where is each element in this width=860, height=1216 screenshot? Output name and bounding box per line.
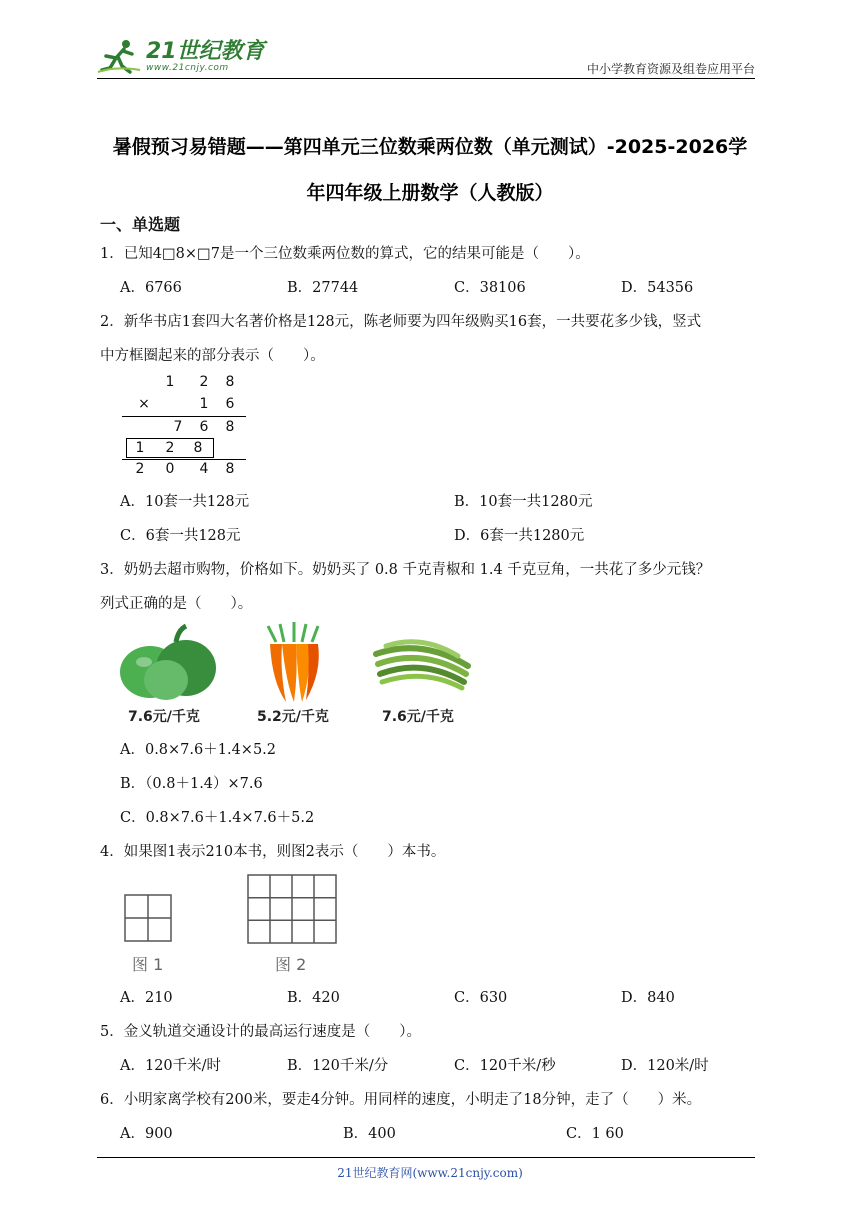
figure-1-label: 图 1 (132, 955, 164, 974)
calc-digit: 8 (225, 461, 235, 477)
question-3-stem-line1: 3．奶奶去超市购物，价格如下。奶奶买了 0.8 千克青椒和 1.4 千克豆角，一共花了多少元钱？ (100, 562, 711, 578)
page-title-line2: 年四年级上册数学（人教版） (306, 182, 554, 204)
price-beans: 7.6元/千克 (382, 709, 454, 725)
q1-option-d[interactable]: D．54356 (621, 280, 694, 296)
q2-option-d[interactable]: D．6套一共1280元 (454, 528, 585, 544)
q2-option-c[interactable]: C．6套一共128元 (120, 528, 241, 544)
question-1-stem: 1．已知4□8×□7是一个三位数乘两位数的算式，它的结果可能是（ ）。 (100, 246, 590, 262)
q5-option-c[interactable]: C．120千米/秒 (454, 1058, 556, 1074)
calc-digit: 7 (173, 419, 183, 435)
calc-digit: 8 (193, 440, 203, 456)
q6-option-b[interactable]: B．400 (343, 1126, 396, 1142)
figure-2-grid (247, 874, 337, 944)
q3-option-b[interactable]: B．（0.8＋1.4）×7.6 (120, 776, 263, 792)
q4-option-b[interactable]: B．420 (287, 990, 340, 1006)
header-divider (97, 78, 755, 79)
price-pepper: 7.6元/千克 (128, 709, 200, 725)
logo-text: 21世纪教育 (146, 39, 265, 64)
green-pepper-image (116, 624, 220, 704)
footer-divider (97, 1157, 755, 1158)
calc-digit: 4 (199, 461, 209, 477)
q5-option-d[interactable]: D．120米/时 (621, 1058, 709, 1074)
figure-2-label: 图 2 (275, 955, 307, 974)
calc-digit: 1 (135, 440, 145, 456)
q3-option-a[interactable]: A．0.8×7.6＋1.4×5.2 (120, 742, 277, 758)
platform-name: 中小学教育资源及组卷应用平台 (586, 62, 755, 76)
calc-digit: 2 (135, 461, 145, 477)
calc-rule (122, 459, 246, 460)
question-6-stem: 6．小明家离学校有200米，要走4分钟。用同样的速度，小明走了18分钟，走了（ ）米。 (100, 1092, 702, 1108)
q1-option-a[interactable]: A．6766 (120, 280, 182, 296)
q5-option-a[interactable]: A．120千米/时 (120, 1058, 222, 1074)
q2-option-b[interactable]: B．10套一共1280元 (454, 494, 593, 510)
figure-1-grid (124, 894, 172, 942)
runner-icon (96, 38, 144, 76)
question-2-stem-line1: 2．新华书店1套四大名著价格是128元，陈老师要为四年级购买16套，一共要花多少钱，竖式 (100, 314, 702, 330)
multiply-sign: × (138, 396, 150, 412)
calc-digit: 1 (165, 374, 175, 390)
calc-digit: 0 (165, 461, 175, 477)
q4-option-c[interactable]: C．630 (454, 990, 508, 1006)
q1-option-c[interactable]: C．38106 (454, 280, 526, 296)
calc-digit: 8 (225, 374, 235, 390)
question-4-stem: 4．如果图1表示210本书，则图2表示（ ）本书。 (100, 844, 446, 860)
green-beans-image (372, 630, 472, 696)
q2-option-a[interactable]: A．10套一共128元 (120, 494, 250, 510)
calc-digit: 1 (199, 396, 209, 412)
question-5-stem: 5．金义轨道交通设计的最高运行速度是（ ）。 (100, 1024, 421, 1040)
q1-option-b[interactable]: B．27744 (287, 280, 359, 296)
calc-digit: 6 (225, 396, 235, 412)
page-title-line1: 暑假预习易错题——第四单元三位数乘两位数（单元测试）-2025-2026学 (112, 136, 748, 158)
q6-option-c[interactable]: C．1 60 (566, 1126, 624, 1142)
calc-digit: 2 (199, 374, 209, 390)
calc-digit: 2 (165, 440, 175, 456)
calc-rule (122, 416, 246, 417)
q4-option-d[interactable]: D．840 (621, 990, 675, 1006)
section-heading: 一、单选题 (100, 215, 181, 234)
calc-digit: 6 (199, 419, 209, 435)
price-carrot: 5.2元/千克 (257, 709, 329, 725)
q4-option-a[interactable]: A．210 (120, 990, 173, 1006)
question-2-stem-line2: 中方框圈起来的部分表示（ ）。 (100, 348, 325, 364)
calc-digit: 8 (225, 419, 235, 435)
q6-option-a[interactable]: A．900 (120, 1126, 173, 1142)
vertical-multiplication (118, 372, 248, 482)
logo-url: www.21cnjy.com (146, 63, 229, 73)
footer-text[interactable]: 21世纪教育网(www.21cnjy.com) (337, 1166, 523, 1180)
question-3-stem-line2: 列式正确的是（ ）。 (100, 596, 253, 612)
q5-option-b[interactable]: B．120千米/分 (287, 1058, 389, 1074)
carrot-image (258, 622, 330, 704)
logo (96, 38, 265, 76)
q3-option-c[interactable]: C．0.8×7.6＋1.4×7.6＋5.2 (120, 810, 315, 826)
